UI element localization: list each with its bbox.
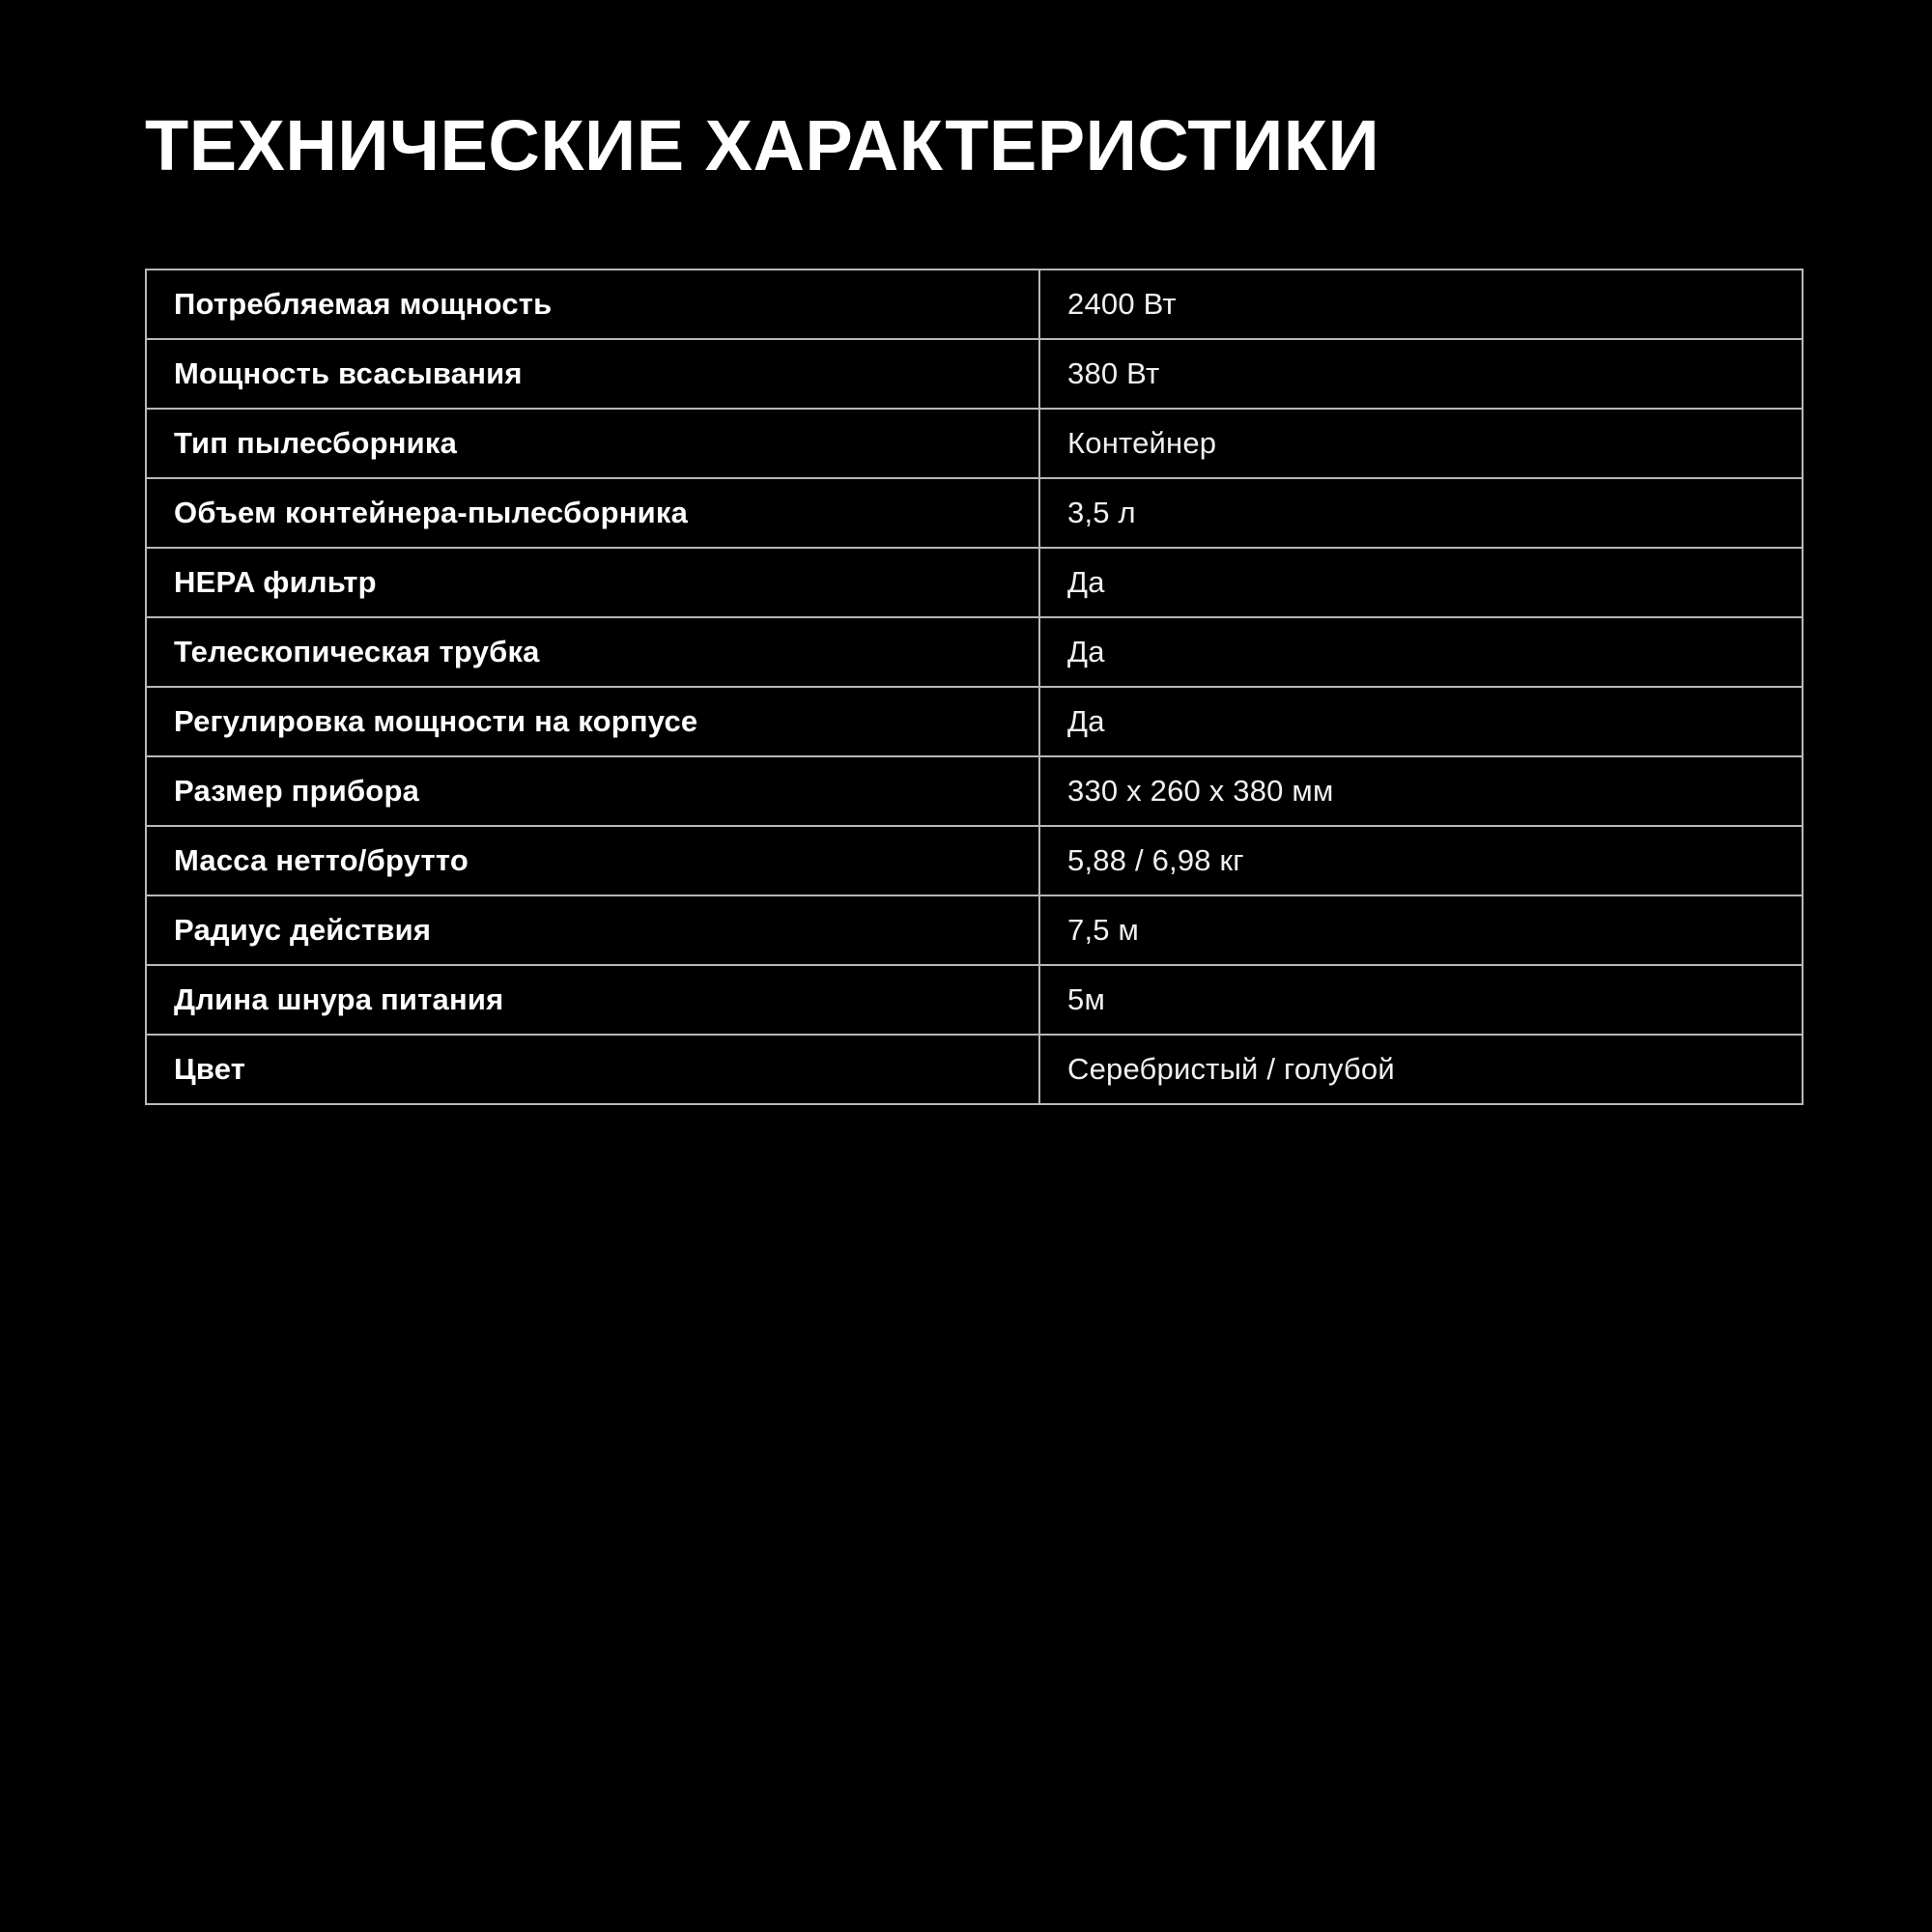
spec-value: 380 Вт (1039, 339, 1803, 409)
spec-value: Да (1039, 548, 1803, 617)
spec-value: Да (1039, 617, 1803, 687)
spec-parameter: Мощность всасывания (146, 339, 1039, 409)
page-title: ТЕХНИЧЕСКИЕ ХАРАКТЕРИСТИКИ (145, 105, 1380, 185)
table-row (146, 965, 1803, 1035)
spec-value: 7,5 м (1039, 895, 1803, 965)
table-row (146, 409, 1803, 478)
table-row (146, 617, 1803, 687)
table-row (146, 548, 1803, 617)
spec-value: 5,88 / 6,98 кг (1039, 826, 1803, 895)
spec-value: 5м (1039, 965, 1803, 1035)
spec-value: Да (1039, 687, 1803, 756)
spec-parameter: Телескопическая трубка (146, 617, 1039, 687)
table-row (146, 270, 1803, 339)
spec-parameter: Радиус действия (146, 895, 1039, 965)
table-row (146, 339, 1803, 409)
spec-value: 330 x 260 x 380 мм (1039, 756, 1803, 826)
spec-parameter: Длина шнура питания (146, 965, 1039, 1035)
spec-value: 3,5 л (1039, 478, 1803, 548)
spec-parameter: HEPA фильтр (146, 548, 1039, 617)
spec-parameter: Объем контейнера-пылесборника (146, 478, 1039, 548)
table-row (146, 826, 1803, 895)
spec-parameter: Цвет (146, 1035, 1039, 1104)
table-row (146, 895, 1803, 965)
spec-parameter: Размер прибора (146, 756, 1039, 826)
table-row (146, 687, 1803, 756)
specifications-table (145, 269, 1804, 1105)
spec-value: Серебристый / голубой (1039, 1035, 1803, 1104)
spec-parameter: Регулировка мощности на корпусе (146, 687, 1039, 756)
spec-parameter: Тип пылесборника (146, 409, 1039, 478)
spec-value: 2400 Вт (1039, 270, 1803, 339)
table-row (146, 1035, 1803, 1104)
table-row (146, 756, 1803, 826)
specifications-table-body (146, 270, 1803, 1104)
spec-value: Контейнер (1039, 409, 1803, 478)
table-row (146, 478, 1803, 548)
spec-parameter: Потребляемая мощность (146, 270, 1039, 339)
spec-parameter: Масса нетто/брутто (146, 826, 1039, 895)
